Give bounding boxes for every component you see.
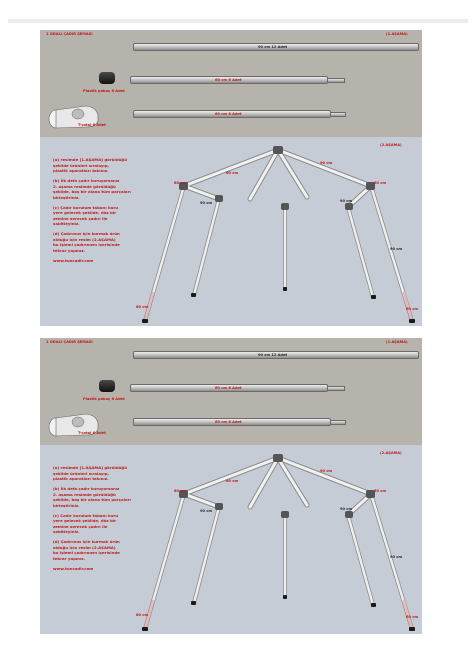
instruction-b: (b) İlk defa çadır kuruyorsanız 2. aşama resimde görüldüğü şekilde, boş bir alana tüm parçaları birleştiriniz. [53, 485, 131, 508]
frame-label-foot-left: 60 cm [136, 613, 149, 617]
stage1-label: (1.AŞAMA) [386, 340, 408, 344]
t-joint-label: T-çatal 6 Adet [78, 123, 106, 127]
frame-label-right-small: 60 cm [374, 489, 387, 493]
sheet-title: 1 ODALI ÇADIR ŞEMASI [46, 32, 93, 36]
frame-label-mid-right: 90 cm [340, 507, 353, 511]
frame-label-foot-left: 60 cm [136, 305, 149, 309]
pole-90cm-label: 90 cm 12 Adet [258, 45, 288, 49]
frame-label-top-left: 60 cm [226, 171, 239, 175]
frame-label-leg-right: 90 cm [390, 555, 403, 559]
frame-label-mid-left: 90 cm [200, 509, 213, 513]
frame-label-foot-right: 60 cm [406, 615, 419, 619]
frame-diagram [40, 137, 422, 326]
frame-label-mid-right: 90 cm [340, 199, 353, 203]
frame-label-top-right: 90 cm [320, 469, 333, 473]
frame-label-top-right: 90 cm [320, 161, 333, 165]
plastic-cap-icon [99, 72, 115, 84]
frame-label-leg-right: 90 cm [390, 247, 403, 251]
t-joint-icon [46, 405, 106, 445]
plastic-cap-label: Plastik pabuç 6 Adet [83, 89, 125, 93]
instruction-c: (c) Çadır kurulum tabanı kuru yere gelecek şekilde, düz bir zemine serecek çadırı ile sabitleyiniz. [53, 204, 119, 227]
pole-60cm-lower-tip [330, 420, 346, 425]
pole-60cm-upper-label: 60 cm 6 Adet [215, 78, 242, 82]
t-joint-icon [46, 97, 106, 137]
frame-diagram [40, 445, 422, 634]
pole-90cm-label: 90 cm 12 Adet [258, 353, 288, 357]
t-joint-label: T-çatal 6 Adet [78, 431, 106, 435]
top-divider [8, 19, 468, 23]
pole-60cm-upper-tip [327, 386, 345, 391]
plastic-cap-icon [99, 380, 115, 392]
pole-60cm-lower-tip [330, 112, 346, 117]
instruction-c: (c) Çadır kurulum tabanı kuru yere gelecek şekilde, düz bir zemine serecek çadırı ile sabitleyiniz. [53, 512, 119, 535]
instruction-d: (d) Çadırınızı için kurmak ürün olduğu için resim (2.AŞAMA) bu işlemi çadırınızın içerisinde tekrar yapınız. [53, 231, 120, 253]
plastic-cap-label: Plastik pabuç 6 Adet [83, 397, 125, 401]
frame-label-left-small: 60 cm [174, 489, 187, 493]
frame-label-top-left: 60 cm [226, 479, 239, 483]
pole-60cm-lower-label: 60 cm 6 Adet [215, 112, 242, 116]
stage2-panel [40, 445, 422, 634]
parts-panel [40, 338, 422, 445]
instruction-d: (d) Çadırınızı için kurmak ürün olduğu için resim (2.AŞAMA) bu işlemi çadırınızın içerisinde tekrar yapınız. [53, 539, 120, 561]
frame-label-right-small: 60 cm [374, 181, 387, 185]
stage2-label: (2.AŞAMA) [380, 143, 402, 147]
website-link[interactable]: www.tuncadir.com [53, 565, 94, 571]
stage2-label: (2.AŞAMA) [380, 451, 402, 455]
frame-label-foot-right: 60 cm [406, 307, 419, 311]
sheet-title: 1 ODALI ÇADIR ŞEMASI [46, 340, 93, 344]
stage1-label: (1.AŞAMA) [386, 32, 408, 36]
instruction-a: (a) resimde [1.AŞAMA] görüldüğü şekilde ürünleri sıralayıp, plastik aparatları takınız. [53, 157, 127, 174]
parts-panel [40, 30, 422, 137]
assembly-sheet-1 [40, 30, 422, 326]
instruction-b: (b) İlk defa çadır kuruyorsanız 2. aşama resimde görüldüğü şekilde, boş bir alana tüm parçaları birleştiriniz. [53, 177, 131, 200]
website-link[interactable]: www.tuncadir.com [53, 257, 94, 263]
pole-60cm-lower-label: 60 cm 6 Adet [215, 420, 242, 424]
pole-60cm-upper-tip [327, 78, 345, 83]
stage2-panel [40, 137, 422, 326]
assembly-sheet-2 [40, 338, 422, 634]
frame-label-mid-left: 90 cm [200, 201, 213, 205]
instruction-a: (a) resimde [1.AŞAMA] görüldüğü şekilde ürünleri sıralayıp, plastik aparatları takınız. [53, 465, 127, 482]
viewer-top-bar [0, 0, 476, 24]
frame-label-left-small: 60 cm [174, 181, 187, 185]
pole-60cm-upper-label: 60 cm 6 Adet [215, 386, 242, 390]
